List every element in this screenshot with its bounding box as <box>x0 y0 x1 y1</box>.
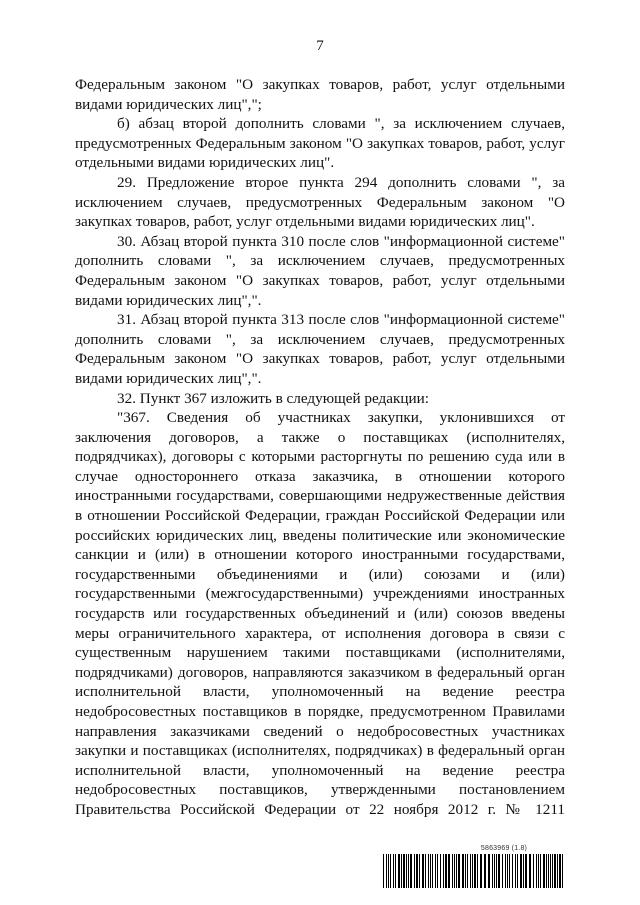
document-barcode <box>383 845 565 888</box>
paragraph: 29. Предложение второе пункта 294 дополнить словами ", за исключением случаев, предусмотренных Федеральным законом "О закупках товаров, работ, услуг отдельными видами юридических лиц". <box>75 173 565 231</box>
paragraph: 30. Абзац второй пункта 310 после слов "информационной системе" дополнить словами ", за исключением случаев, предусмотренных Федеральным законом "О закупках товаров, работ, услуг отдельными видами юридических лиц",". <box>75 232 565 309</box>
paragraph: 31. Абзац второй пункта 313 после слов "информационной системе" дополнить словами ", за исключением случаев, предусмотренных Федеральным законом "О закупках товаров, работ, услуг отдельными видами юридических лиц",". <box>75 311 565 387</box>
document-id: 5863969 (1.8) <box>480 845 528 852</box>
paragraph: 32. Пункт 367 изложить в следующей редакции: <box>117 389 430 407</box>
paragraph: "367. Сведения об участниках закупки, уклонившихся от заключения договоров, а также о поставщиках (исполнителях, подрядчиках), договоры с которыми расторгнуты по решению суда или в случае одностороннего отказа заказчика, в отношении которого иностранными государствами, совершающими недружественные действия в отношении Российской Федерации, граждан Российской Федерации или российских юридических лиц, введены политические или экономические санкции и (или) в отношении которого иностранными государствами, государственными объединениями и (или) союзами и (или) государственными (межгосударственными) учреждениями иностранных государств или государственных объединений и (или) союзов введены меры ограничительного характера, от исполнения договора в связи с существенным нарушением такими поставщиками (исполнителями, подрядчиками) договоров, направляются заказчиком в федеральный орган исполнительной власти, уполномоченный на ведение реестра недобросовестных поставщиков в порядке, предусмотренном Правилами направления заказчиками сведений о недобросовестных участниках закупки и поставщиках (исполнителях, подрядчиках) в федеральный орган исполнительной власти, уполномоченный на ведение реестра недобросовестных поставщиков, утвержденными постановлением Правительства Российской Федерации от 22 ноября 2012 г. № 1211 <box>75 409 565 818</box>
barcode-icon <box>383 854 565 888</box>
paragraph: Федеральным законом "О закупках товаров, работ, услуг отдельными видами юридических лиц","; <box>75 76 565 113</box>
page-number: 7 <box>316 38 324 54</box>
paragraph: б) абзац второй дополнить словами ", за исключением случаев, предусмотренных Федеральным законом "О закупках товаров, работ, услуг отдельными видами юридических лиц". <box>75 115 565 172</box>
document-body <box>75 75 565 820</box>
